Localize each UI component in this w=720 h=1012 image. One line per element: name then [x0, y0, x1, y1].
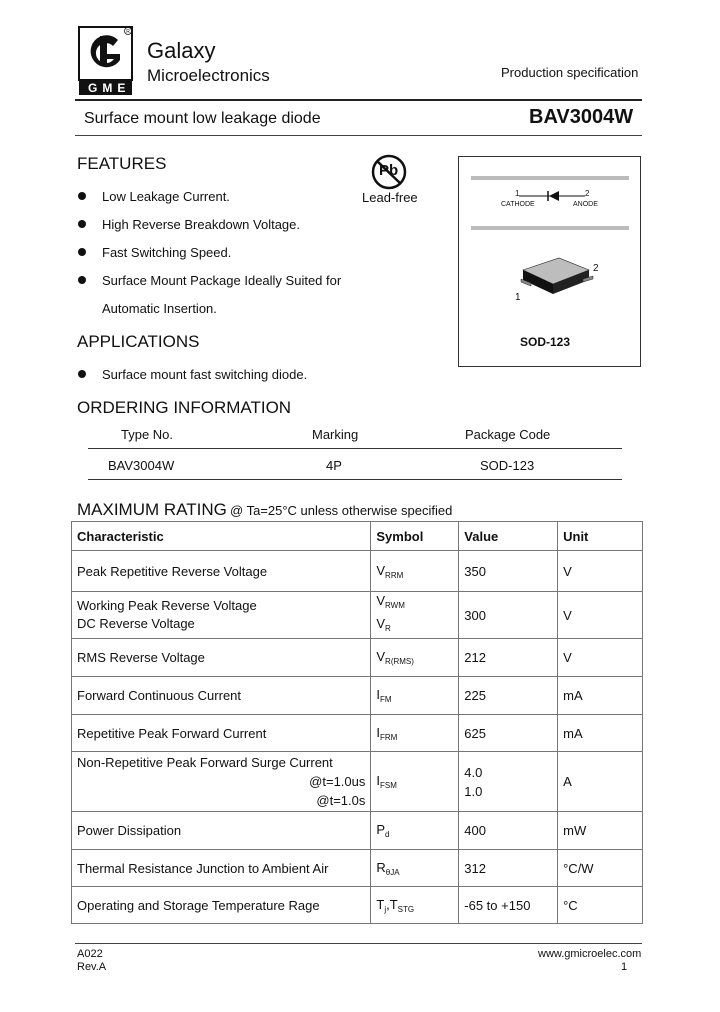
table-row	[72, 677, 643, 715]
subtitle-rule	[75, 135, 642, 136]
cathode-label: CATHODE	[501, 201, 535, 208]
unit: °C	[558, 887, 643, 924]
doc-code: A022	[77, 948, 103, 960]
applications-heading: APPLICATIONS	[77, 332, 200, 351]
website-link[interactable]: www.gmicroelec.com	[538, 948, 642, 960]
col-symbol: Symbol	[371, 522, 459, 551]
table-row	[72, 639, 643, 677]
brand-name: Galaxy	[147, 38, 216, 63]
symbol: $V_{RRM}$	[371, 551, 459, 592]
table-row	[72, 592, 643, 639]
package-pin2-label: 2	[593, 263, 599, 274]
characteristic: Repetitive Peak Forward Current	[72, 715, 371, 752]
ordering-col-marking: Marking	[312, 427, 359, 442]
anode-label: ANODE	[573, 201, 598, 208]
max-rating-heading: MAXIMUM RATING	[77, 500, 227, 519]
ordering-package-value: SOD-123	[480, 458, 535, 473]
characteristic: Operating and Storage Temperature Rage	[72, 887, 371, 924]
symbol: $V_{RWM}$ $V_R$	[371, 592, 459, 639]
logo-text: GME	[88, 81, 131, 95]
characteristic: Forward Continuous Current	[72, 677, 371, 715]
brand-subname: Microelectronics	[147, 66, 270, 85]
bullet-icon	[78, 276, 86, 284]
value: 625	[459, 715, 558, 752]
max-rating-table	[71, 521, 643, 924]
bullet-icon	[78, 370, 86, 378]
col-value: Value	[459, 522, 558, 551]
unit: V	[558, 592, 643, 639]
sod123-package-icon	[517, 252, 597, 302]
table-row	[72, 812, 643, 850]
characteristic: Working Peak Reverse Voltage DC Reverse Voltage	[72, 592, 371, 639]
ordering-rule	[88, 448, 622, 449]
symbol: $I_{FRM}$	[371, 715, 459, 752]
unit: mW	[558, 812, 643, 850]
feature-item: Surface Mount Package Ideally Suited for	[102, 273, 342, 288]
bullet-icon	[78, 220, 86, 228]
table-row	[72, 850, 643, 887]
ordering-marking-value: 4P	[326, 458, 342, 473]
footer-rule	[75, 943, 642, 944]
characteristic: Peak Repetitive Reverse Voltage	[72, 551, 371, 592]
value: 4.0 1.0	[459, 752, 558, 812]
symbol: $I_{FSM}$	[371, 752, 459, 812]
feature-item: Fast Switching Speed.	[102, 245, 232, 260]
table-row	[72, 887, 643, 924]
ordering-col-type: Type No.	[121, 427, 174, 442]
page-number: 1	[621, 961, 628, 973]
svg-text:R: R	[126, 29, 130, 35]
unit: V	[558, 639, 643, 677]
product-subtitle: Surface mount low leakage diode	[84, 110, 321, 127]
characteristic: Non-Repetitive Peak Forward Surge Current @t=1.0us @t=1.0s	[72, 752, 371, 812]
symbol: $V_{R(RMS)}$	[371, 639, 459, 677]
header-rule	[75, 99, 642, 101]
bullet-icon	[78, 248, 86, 256]
ordering-type-value: BAV3004W	[108, 458, 175, 473]
package-pin1-label: 1	[515, 292, 521, 303]
lead-free-label: Lead-free	[362, 190, 418, 205]
unit: mA	[558, 715, 643, 752]
symbol: $T_j,T_{STG}$	[371, 887, 459, 924]
package-name: SOD-123	[520, 335, 571, 349]
value: 212	[459, 639, 558, 677]
table-row	[72, 551, 643, 592]
application-item: Surface mount fast switching diode.	[102, 367, 308, 382]
divider	[471, 226, 629, 230]
value: 300	[459, 592, 558, 639]
unit: °C/W	[558, 850, 643, 887]
unit: mA	[558, 677, 643, 715]
symbol: $R_{\theta JA}$	[371, 850, 459, 887]
revision: Rev.A	[77, 961, 107, 973]
characteristic: Thermal Resistance Junction to Ambient Air	[72, 850, 371, 887]
part-number: BAV3004W	[529, 106, 634, 128]
col-characteristic: Characteristic	[72, 522, 371, 551]
features-heading: FEATURES	[77, 154, 167, 173]
unit: V	[558, 551, 643, 592]
ordering-heading: ORDERING INFORMATION	[77, 398, 292, 417]
divider	[471, 176, 629, 180]
table-row	[72, 752, 643, 812]
ordering-col-package: Package Code	[465, 427, 551, 442]
feature-item: Low Leakage Current.	[102, 189, 230, 204]
gme-logo	[78, 26, 133, 96]
characteristic: RMS Reverse Voltage	[72, 639, 371, 677]
value: 350	[459, 551, 558, 592]
feature-item: Automatic Insertion.	[102, 301, 217, 316]
production-spec-label: Production specification	[501, 65, 639, 80]
col-unit: Unit	[558, 522, 643, 551]
value: 400	[459, 812, 558, 850]
lead-free-symbol: Pb	[379, 162, 399, 179]
table-header-row	[72, 522, 643, 551]
package-diagram-box	[458, 156, 641, 367]
feature-item: High Reverse Breakdown Voltage.	[102, 217, 301, 232]
value: -65 to +150	[459, 887, 558, 924]
pin2-number: 2	[585, 189, 590, 198]
value: 312	[459, 850, 558, 887]
symbol: $P_d$	[371, 812, 459, 850]
unit: A	[558, 752, 643, 812]
symbol: $I_{FM}$	[371, 677, 459, 715]
table-row	[72, 715, 643, 752]
pin1-number: 1	[515, 189, 520, 198]
lead-free-icon	[369, 153, 409, 193]
bullet-icon	[78, 192, 86, 200]
value: 225	[459, 677, 558, 715]
characteristic: Power Dissipation	[72, 812, 371, 850]
max-rating-condition: @ Ta=25°C unless otherwise specified	[230, 503, 453, 518]
ordering-rule	[88, 479, 622, 480]
